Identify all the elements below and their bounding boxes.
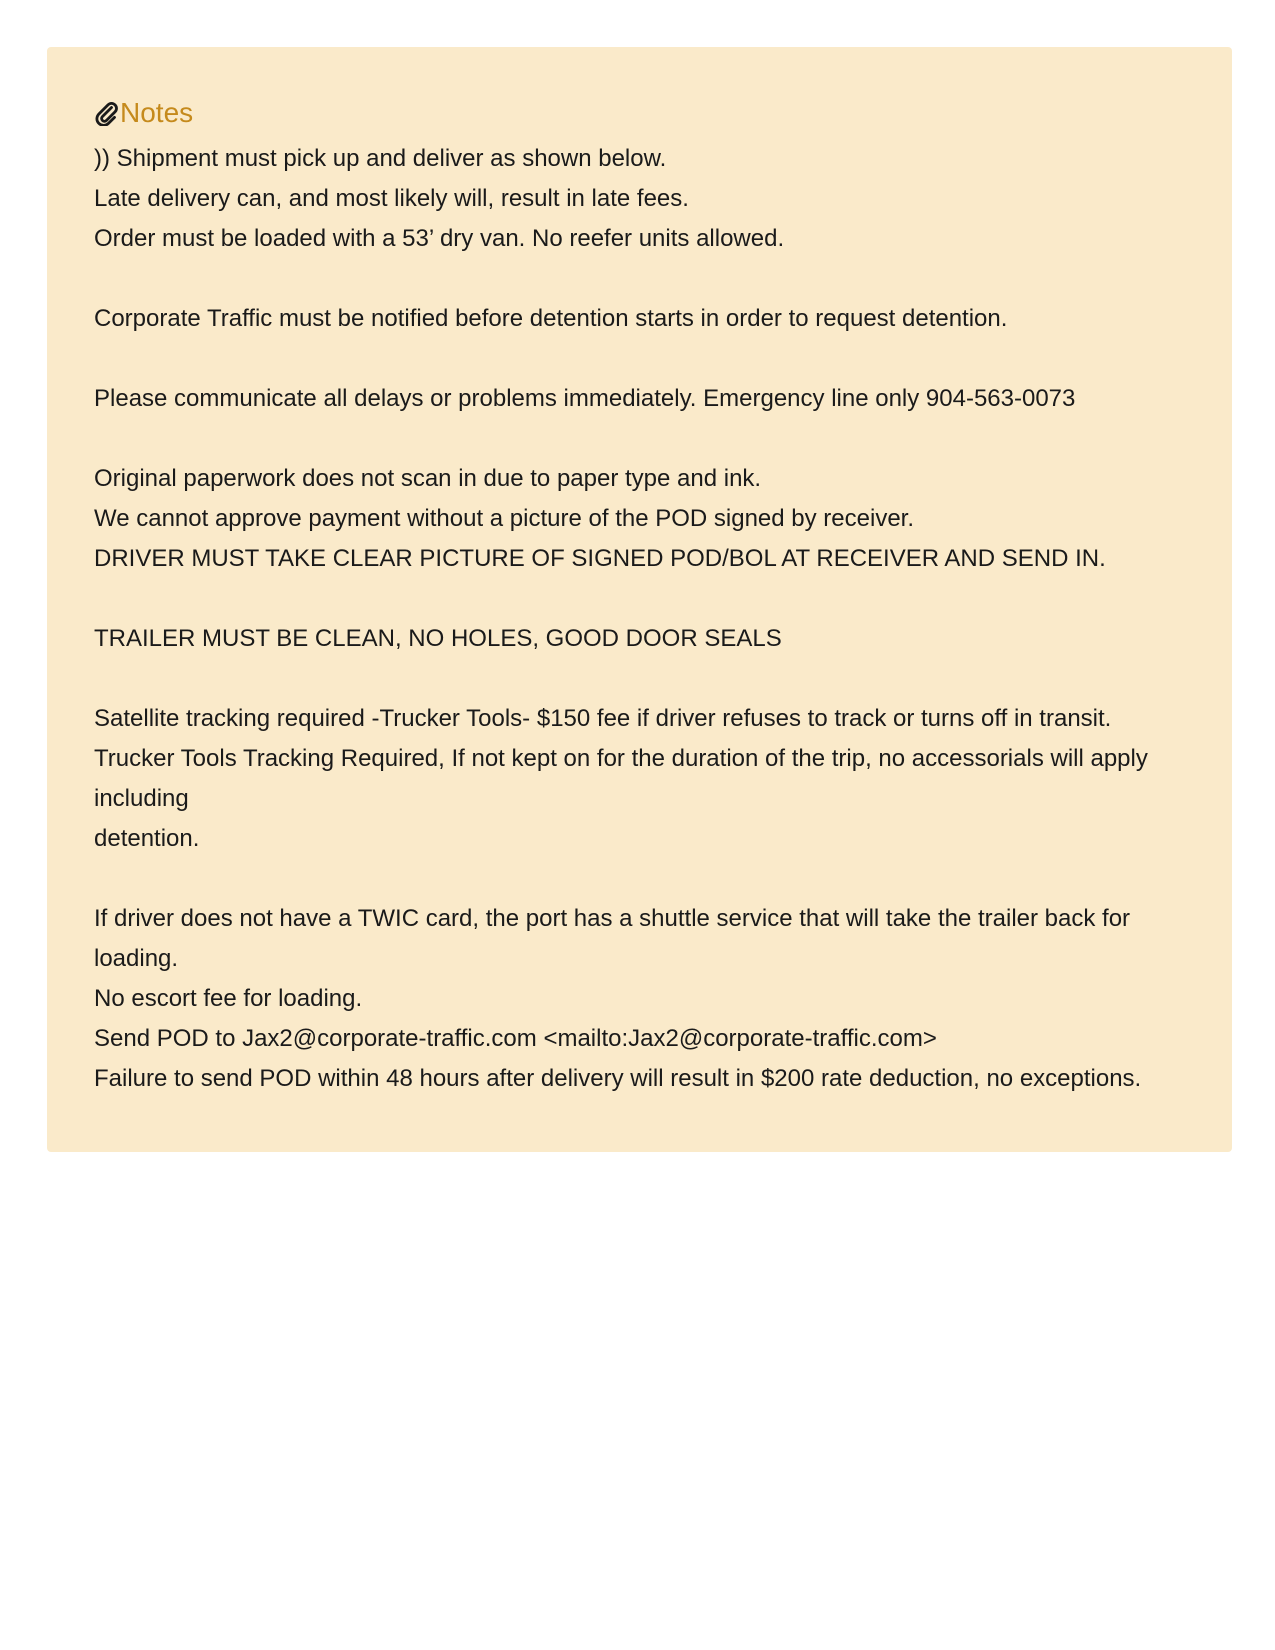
note-line: TRAILER MUST BE CLEAN, NO HOLES, GOOD DOOR SEALS: [94, 625, 782, 652]
note-line: Send POD to Jax2@corporate-traffic.com <mailto:Jax2@corporate-traffic.com>: [94, 1025, 937, 1052]
note-line: Trucker Tools Tracking Required, If not kept on for the duration of the trip, no accessorials will apply including: [94, 745, 1148, 812]
blank-line: [94, 259, 1204, 299]
note-line: detention.: [94, 825, 200, 852]
blank-line: [94, 659, 1204, 699]
note-line: We cannot approve payment without a picture of the POD signed by receiver.: [94, 505, 915, 532]
note-line: Late delivery can, and most likely will, result in late fees.: [94, 185, 689, 212]
note-line: No escort fee for loading.: [94, 985, 363, 1012]
notes-header: [94, 93, 1186, 133]
blank-line: [94, 579, 1204, 619]
note-line: )) Shipment must pick up and deliver as shown below.: [94, 145, 667, 172]
blank-line: [94, 419, 1204, 459]
notes-title: Notes: [120, 97, 194, 128]
note-line: Failure to send POD within 48 hours after delivery will result in $200 rate deduction, no exceptions.: [94, 1065, 1142, 1092]
blank-line: [94, 339, 1204, 379]
note-line: Order must be loaded with a 53’ dry van. No reefer units allowed.: [94, 225, 785, 252]
note-line: If driver does not have a TWIC card, the port has a shuttle service that will take the trailer back for loading.: [94, 905, 1131, 972]
note-line: DRIVER MUST TAKE CLEAR PICTURE OF SIGNED POD/BOL AT RECEIVER AND SEND IN.: [94, 545, 1106, 572]
note-line: Please communicate all delays or problems immediately. Emergency line only 904-563-0073: [94, 385, 1076, 412]
paperclip-icon: [94, 100, 118, 126]
notes-panel: [47, 47, 1232, 1152]
blank-line: [94, 859, 1204, 899]
note-line: Corporate Traffic must be notified before detention starts in order to request detention.: [94, 305, 1008, 332]
note-line: Original paperwork does not scan in due to paper type and ink.: [94, 465, 762, 492]
notes-body: [94, 139, 1204, 1099]
note-line: Satellite tracking required -Trucker Tools- $150 fee if driver refuses to track or turns off in transit.: [94, 705, 1112, 732]
